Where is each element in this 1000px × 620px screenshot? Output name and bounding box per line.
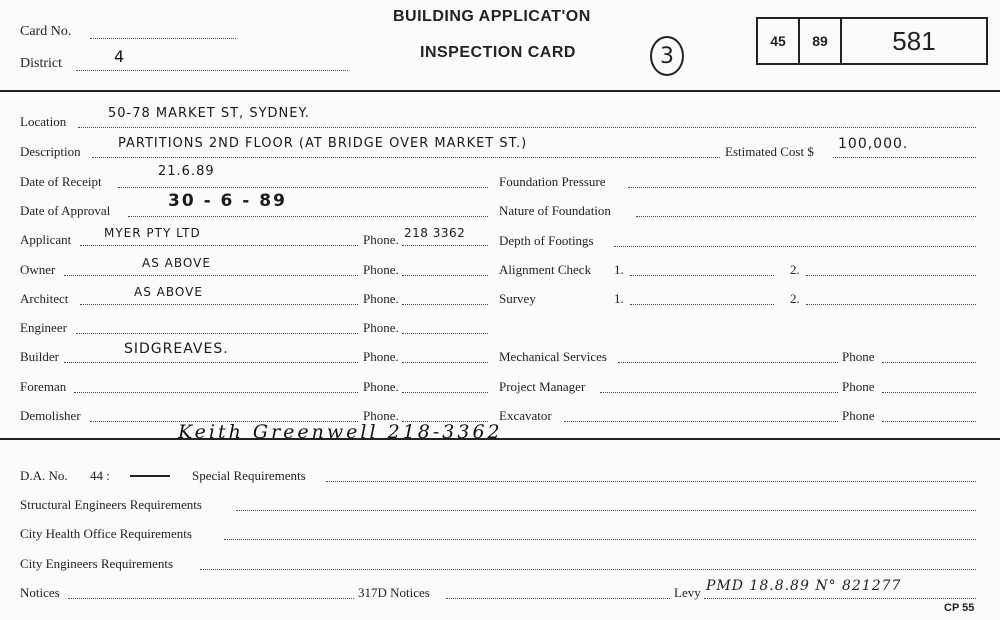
project-manager-phone-label: Phone — [842, 379, 875, 394]
applicant-field[interactable] — [80, 245, 358, 246]
survey-2-field[interactable] — [806, 304, 976, 305]
form-title-line2: INSPECTION CARD — [420, 44, 576, 61]
depth-footings-field[interactable] — [614, 246, 976, 247]
owner-value: AS ABOVE — [142, 256, 211, 270]
alignment-1-label: 1. — [614, 262, 624, 277]
architect-field[interactable] — [80, 304, 358, 305]
district-label: District — [20, 56, 62, 71]
depth-footings-label: Depth of Footings — [499, 233, 594, 248]
box-cell-a: 45 — [758, 19, 800, 63]
description-label: Description — [20, 144, 81, 159]
city-health-field[interactable] — [224, 539, 976, 540]
levy-field[interactable] — [704, 598, 976, 599]
project-manager-field[interactable] — [600, 392, 838, 393]
applicant-phone-field[interactable] — [402, 245, 488, 246]
location-label: Location — [20, 114, 67, 129]
box-cell-b: 89 — [800, 19, 842, 63]
survey-2-label: 2. — [790, 291, 800, 306]
applicant-label: Applicant — [20, 232, 72, 247]
card-no-label: Card No. — [20, 24, 72, 39]
demolisher-phone-label: Phone. — [363, 408, 399, 423]
description-field[interactable] — [92, 157, 720, 158]
circled-number-value: 3 — [660, 43, 674, 69]
applicant-phone-label: Phone. — [363, 232, 399, 247]
foundation-pressure-label: Foundation Pressure — [499, 174, 606, 189]
header-divider — [0, 90, 1000, 92]
handwritten-contact: Keith Greenwell 218-3362 — [178, 421, 503, 443]
project-manager-label: Project Manager — [499, 379, 586, 394]
alignment-check-label: Alignment Check — [499, 262, 592, 277]
box-cell-number: 581 — [892, 25, 936, 56]
engineer-field[interactable] — [76, 333, 358, 334]
date-receipt-field[interactable] — [118, 187, 488, 188]
builder-field[interactable] — [64, 362, 358, 363]
nature-foundation-label: Nature of Foundation — [499, 203, 611, 218]
survey-label: Survey — [499, 291, 536, 306]
engineer-phone-label: Phone. — [363, 320, 399, 335]
owner-phone-field[interactable] — [402, 275, 488, 276]
architect-phone-label: Phone. — [363, 291, 399, 306]
foreman-phone-label: Phone. — [363, 379, 399, 394]
form-title-line1: BUILDING APPLICAT'ON — [393, 8, 591, 25]
owner-phone-label: Phone. — [363, 262, 399, 277]
form-code: CP 55 — [944, 602, 975, 614]
mechanical-phone-field[interactable] — [882, 362, 976, 363]
builder-value: SIDGREAVES. — [124, 341, 229, 357]
demolisher-label: Demolisher — [20, 408, 81, 423]
structural-engineers-label: Structural Engineers Requirements — [20, 497, 202, 512]
special-requirements-label: Special Requirements — [192, 468, 306, 483]
mechanical-services-field[interactable] — [618, 362, 838, 363]
date-approval-label: Date of Approval — [20, 203, 111, 218]
architect-value: AS ABOVE — [134, 285, 203, 299]
estimated-cost-label: Estimated Cost $ — [725, 144, 814, 159]
applicant-value: MYER PTY LTD — [104, 226, 201, 240]
structural-engineers-field[interactable] — [236, 510, 976, 511]
da-no-value: 44 : — [90, 468, 110, 483]
applicant-phone-value: 218 3362 — [404, 226, 466, 240]
alignment-2-field[interactable] — [806, 275, 976, 276]
alignment-1-field[interactable] — [630, 275, 774, 276]
special-requirements-field[interactable] — [326, 481, 976, 482]
nature-foundation-field[interactable] — [636, 216, 976, 217]
owner-label: Owner — [20, 262, 56, 277]
survey-1-label: 1. — [614, 291, 624, 306]
levy-label: Levy — [674, 585, 701, 600]
mechanical-phone-label: Phone — [842, 349, 875, 364]
location-value: 50-78 MARKET ST, SYDNEY. — [108, 106, 310, 121]
excavator-phone-field[interactable] — [882, 421, 976, 422]
notices-field[interactable] — [68, 598, 354, 599]
builder-label: Builder — [20, 349, 59, 364]
city-health-label: City Health Office Requirements — [20, 526, 192, 541]
notices-label: Notices — [20, 585, 60, 600]
mechanical-services-label: Mechanical Services — [499, 349, 607, 364]
da-no-dash — [130, 475, 170, 477]
date-receipt-label: Date of Receipt — [20, 174, 102, 189]
excavator-field[interactable] — [564, 421, 838, 422]
date-receipt-value: 21.6.89 — [158, 164, 215, 179]
card-no-field[interactable] — [90, 38, 236, 39]
foundation-pressure-field[interactable] — [628, 187, 976, 188]
date-approval-field[interactable] — [128, 216, 488, 217]
foreman-phone-field[interactable] — [402, 392, 488, 393]
district-value: 4 — [114, 47, 126, 66]
foreman-label: Foreman — [20, 379, 67, 394]
alignment-2-label: 2. — [790, 262, 800, 277]
builder-phone-label: Phone. — [363, 349, 399, 364]
da-no-label: D.A. No. — [20, 468, 68, 483]
location-field[interactable] — [78, 127, 976, 128]
estimated-cost-field[interactable] — [833, 157, 976, 158]
engineer-phone-field[interactable] — [402, 333, 488, 334]
date-approval-value: 30 - 6 - 89 — [168, 191, 287, 211]
city-engineers-field[interactable] — [200, 569, 976, 570]
project-manager-phone-field[interactable] — [882, 392, 976, 393]
excavator-phone-label: Phone — [842, 408, 875, 423]
engineer-label: Engineer — [20, 320, 67, 335]
survey-1-field[interactable] — [630, 304, 774, 305]
excavator-label: Excavator — [499, 408, 552, 423]
builder-phone-field[interactable] — [402, 362, 488, 363]
application-number-box — [756, 17, 988, 65]
district-field[interactable] — [76, 70, 348, 71]
description-value: PARTITIONS 2ND FLOOR (AT BRIDGE OVER MARKET ST.) — [118, 136, 528, 151]
architect-label: Architect — [20, 291, 69, 306]
notices-317d-field[interactable] — [446, 598, 670, 599]
estimated-cost-value: 100,000. — [838, 136, 909, 152]
notices-317d-label: 317D Notices — [358, 585, 430, 600]
foreman-field[interactable] — [74, 392, 358, 393]
city-engineers-label: City Engineers Requirements — [20, 556, 174, 571]
architect-phone-field[interactable] — [402, 304, 488, 305]
levy-value: PMD 18.8.89 N° 821277 — [706, 578, 902, 594]
circled-number — [650, 36, 684, 76]
owner-field[interactable] — [64, 275, 358, 276]
